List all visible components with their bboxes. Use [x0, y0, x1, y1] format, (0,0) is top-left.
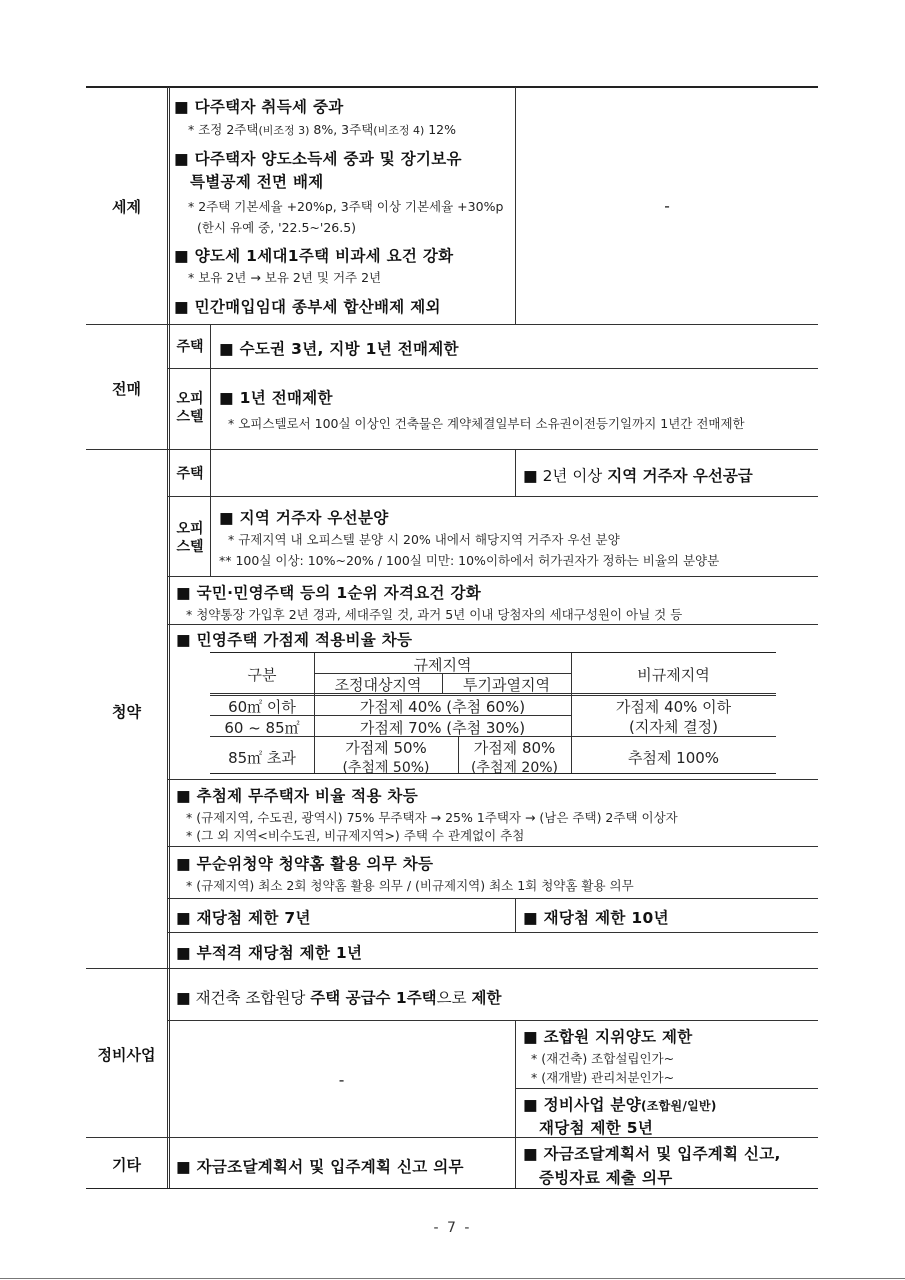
grid-row3-adjusted-1: 가점제 50% — [345, 739, 427, 757]
resale-subhead-housing: 주택 — [176, 339, 204, 355]
grid-header-division: 구분 — [247, 666, 277, 684]
redev-right-2: ■ 정비사업 분양(조합원/일반) — [523, 1096, 717, 1114]
tax-item-1: ■ 다주택자 취득세 중과 — [174, 98, 344, 116]
grid-row12-nonregulated-1: 가점제 40% 이하 — [615, 698, 732, 716]
sub-officetel: ■ 지역 거주자 우선분양 — [219, 509, 389, 527]
grid-row2-regulated: 가점제 70% (추첨 30%) — [359, 719, 526, 737]
sub-row-divider-2 — [168, 576, 818, 577]
grid-row3-label: 85㎡ 초과 — [228, 749, 296, 767]
redev-right-2-line2: 재당첨 제한 5년 — [539, 1119, 654, 1137]
sub-lottery-note-1: * (규제지역, 수도권, 광역시) 75% 무주택자 → 25% 1주택자 → (남은 주택) 2주택 이상자 — [186, 810, 678, 825]
sub-lottery-note-2: * (그 외 지역<비수도권, 비규제지역>) 주택 수 관계없이 추첨 — [186, 828, 525, 843]
resale-officetel-note: * 오피스텔로서 100실 이상인 건축물은 계약체결일부터 소유권이전등기일까지 1년간 전매제한 — [228, 416, 745, 431]
category-tax: 세제 — [112, 198, 141, 216]
sub-lottery: ■ 추첨제 무주택자 비율 적용 차등 — [176, 787, 418, 805]
grid-row3-speculative-1: 가점제 80% — [473, 739, 556, 757]
redev-right-1-note-2: * (재개발) 관리처분인가~ — [531, 1070, 675, 1085]
grid-row1-regulated: 가점제 40% (추첨 60%) — [359, 698, 526, 716]
tax-item-2-note-2: (한시 유예 중, '22.5~'26.5) — [197, 220, 357, 235]
sub-officetel-note-1: * 규제지역 내 오피스텔 분양 시 20% 내에서 해당지역 거주자 우선 분양 — [228, 532, 620, 547]
sub-row-divider-1 — [168, 496, 818, 497]
redev-split — [515, 1021, 516, 1138]
grid-header-adjusted: 조정대상지역 — [334, 676, 422, 694]
tax-item-2-line1: ■ 다주택자 양도소득세 중과 및 장기보유 — [174, 150, 462, 168]
grid-row2-label: 60 ~ 85㎡ — [224, 719, 300, 737]
table-top-border — [86, 86, 818, 88]
grid-row12-nonregulated-2: (지자체 결정) — [629, 718, 718, 736]
sub-subhead-housing: 주택 — [176, 466, 204, 482]
bottom-rule — [0, 1278, 905, 1279]
tax-item-3-note: * 보유 2년 → 보유 2년 및 거주 2년 — [188, 270, 382, 285]
tax-item-3: ■ 양도세 1세대1주택 비과세 요건 강화 — [174, 247, 454, 265]
sub-housing-right: ■ 2년 이상 지역 거주자 우선공급 — [523, 467, 753, 485]
category-other: 기타 — [112, 1156, 141, 1174]
sub-rewin-left: ■ 재당첨 제한 7년 — [176, 909, 311, 927]
other-split — [515, 1138, 516, 1188]
resale-officetel: ■ 1년 전매제한 — [219, 389, 333, 407]
category-subscription: 청약 — [112, 703, 141, 721]
sub-unranked: ■ 무순위청약 청약홈 활용 의무 차등 — [176, 855, 434, 873]
tax-item-2-note-1: * 2주택 기본세율 +20%p, 3주택 이상 기본세율 +30%p — [188, 199, 504, 214]
grid-header-nonregulated: 비규제지역 — [637, 666, 710, 684]
divider-redevelop-other — [86, 1137, 818, 1138]
grid-header-speculative: 투기과열지역 — [463, 676, 550, 694]
sub-rewin-split — [515, 899, 516, 932]
divider-resale-sub — [86, 449, 818, 450]
sub-ineligible: ■ 부적격 재당첨 제한 1년 — [176, 944, 363, 962]
grid-row3-speculative-2: (추첨제 20%) — [470, 760, 559, 776]
sub-row-divider-7 — [168, 932, 818, 933]
grid-row1-label: 60㎡ 이하 — [228, 698, 296, 716]
sub-rewin-right: ■ 재당첨 제한 10년 — [523, 909, 669, 927]
redev-row-divider — [168, 1020, 818, 1021]
sub-row-divider-3 — [168, 624, 818, 625]
tax-item-4: ■ 민간매입임대 종부세 합산배제 제외 — [174, 298, 441, 316]
sub-row-divider-6 — [168, 898, 818, 899]
sub-qualification-note: * 청약통장 가입후 2년 경과, 세대주일 것, 과거 5년 이내 당첨자의 세대구성원이 아닐 것 등 — [186, 607, 683, 622]
tax-item-2-line2: 특별공제 전면 배제 — [190, 173, 324, 191]
tax-item-1-note: * 조정 2주택(비조정 3) 8%, 3주택(비조정 4) 12% — [188, 122, 457, 137]
category-column-border — [167, 87, 170, 1188]
other-left: ■ 자금조달계획서 및 입주계획 신고 의무 — [176, 1158, 464, 1176]
resale-row-divider — [168, 368, 818, 369]
category-redevelop: 정비사업 — [97, 1046, 156, 1064]
redev-row1: ■ 재건축 조합원당 주택 공급수 1주택으로 제한 — [176, 989, 502, 1007]
other-right-line2: 증빙자료 제출 의무 — [539, 1169, 673, 1187]
sub-housing-split — [515, 450, 516, 496]
resale-subhead-border — [210, 325, 211, 449]
sub-unranked-note: * (규제지역) 최소 2회 청약홈 활용 의무 / (비규제지역) 최소 1회 청약홈 활용 의무 — [186, 878, 634, 893]
sub-subhead-officetel-1: 오피 — [176, 521, 204, 537]
table-bottom-border — [86, 1188, 818, 1189]
divider-sub-redevelop — [86, 968, 818, 969]
sub-subhead-border — [210, 450, 211, 576]
redev-right-1: ■ 조합원 지위양도 제한 — [523, 1028, 693, 1046]
redev-left-dash: - — [338, 1071, 345, 1089]
other-right-line1: ■ 자금조달계획서 및 입주계획 신고, — [523, 1145, 781, 1163]
category-resale: 전매 — [112, 380, 141, 398]
sub-points: ■ 민영주택 가점제 적용비율 차등 — [176, 631, 413, 649]
sub-officetel-note-2: ** 100실 이상: 10%~20% / 100실 미만: 10%이하에서 허가권자가 정하는 비율의 분양분 — [219, 553, 720, 568]
sub-subhead-officetel-2: 스텔 — [176, 539, 204, 555]
tax-right-dash: - — [664, 197, 670, 215]
resale-subhead-officetel-1: 오피 — [176, 391, 204, 407]
page-number: - 7 - — [433, 1220, 472, 1236]
sub-row-divider-4 — [168, 779, 818, 780]
grid-row3-nonregulated: 추첨제 100% — [627, 749, 720, 767]
grid-header-regulated: 규제지역 — [413, 656, 472, 674]
redev-right-divider — [516, 1088, 818, 1089]
redev-right-1-note-1: * (재건축) 조합설립인가~ — [531, 1051, 675, 1066]
divider-tax-resale — [86, 324, 818, 325]
sub-row-divider-5 — [168, 846, 818, 847]
sub-qualification: ■ 국민·민영주택 등의 1순위 자격요건 강화 — [176, 584, 482, 602]
grid-row3-adjusted-2: (추첨제 50%) — [342, 760, 430, 776]
resale-subhead-officetel-2: 스텔 — [176, 409, 204, 425]
resale-housing: ■ 수도권 3년, 지방 1년 전매제한 — [219, 340, 459, 358]
